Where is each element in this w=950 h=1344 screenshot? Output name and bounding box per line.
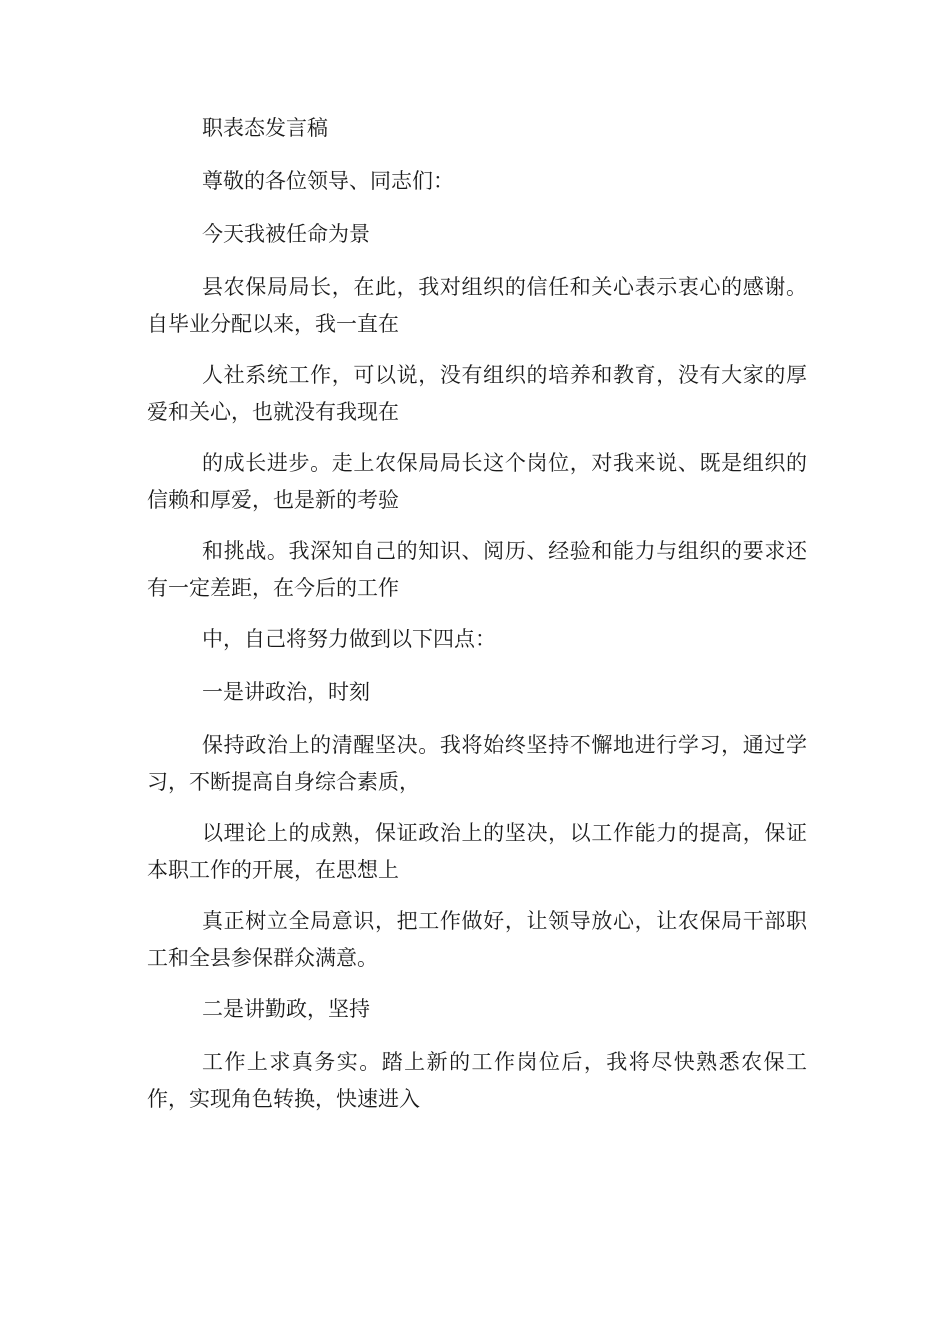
paragraph: 县农保局局长，在此，我对组织的信任和关心表示衷心的感谢。自毕业分配以来，我一直在: [147, 275, 807, 336]
document-title: 职表态发言稿: [202, 116, 328, 140]
section-heading: 二是讲勤政，坚持: [202, 997, 370, 1021]
paragraph: 的成长进步。走上农保局局长这个岗位，对我来说、既是组织的信赖和厚爱，也是新的考验: [147, 451, 807, 512]
paragraph: 工作上求真务实。踏上新的工作岗位后，我将尽快熟悉农保工作，实现角色转换，快速进入: [147, 1050, 807, 1111]
paragraph: 人社系统工作，可以说，没有组织的培养和教育，没有大家的厚爱和关心，也就没有我现在: [147, 363, 807, 424]
paragraph: 保持政治上的清醒坚决。我将始终坚持不懈地进行学习，通过学习，不断提高自身综合素质，: [147, 733, 807, 794]
document-body: [147, 110, 807, 1132]
section-heading: 一是讲政治，时刻: [202, 680, 370, 704]
salutation: 尊敬的各位领导、同志们：: [202, 169, 454, 193]
paragraph: 真正树立全局意识，把工作做好，让领导放心，让农保局干部职工和全县参保群众满意。: [147, 909, 807, 970]
paragraph: 以理论上的成熟，保证政治上的坚决，以工作能力的提高，保证本职工作的开展，在思想上: [147, 821, 807, 882]
paragraph: 今天我被任命为景: [202, 222, 370, 246]
paragraph: 和挑战。我深知自己的知识、阅历、经验和能力与组织的要求还有一定差距，在今后的工作: [147, 539, 807, 600]
paragraph: 中，自己将努力做到以下四点：: [202, 627, 496, 651]
